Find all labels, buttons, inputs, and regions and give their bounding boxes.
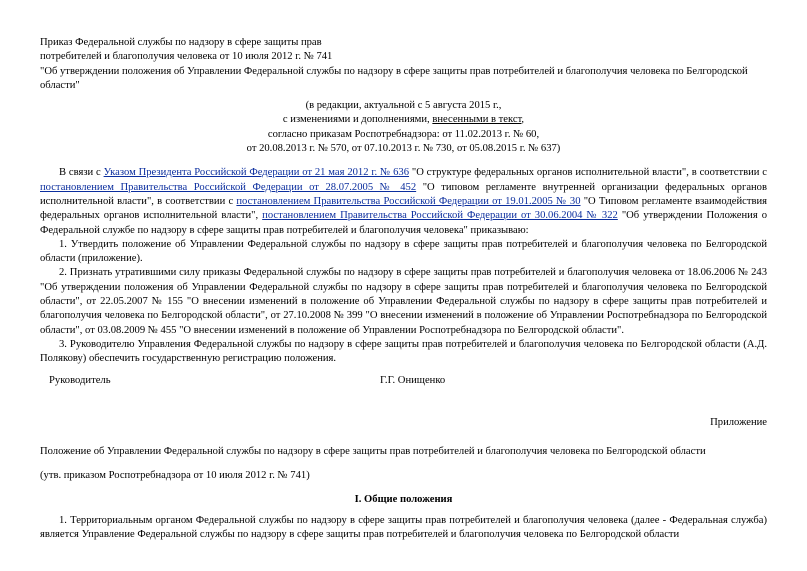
- order-title-line-1: Приказ Федеральной службы по надзору в сфере защиты прав: [40, 37, 322, 48]
- resolution-452-link[interactable]: постановлением Правительства Российской Федерации от 28.07.2005 № 452: [40, 181, 417, 193]
- order-item-3: 3. Руководителю Управления Федеральной службы по надзору в сфере защиты прав потребителей и благополучия человека по Белгородской области (А.Д. Полякову) обеспечить государственную регистрацию положения.: [40, 338, 767, 365]
- section-heading: I. Общие положения: [354, 494, 453, 506]
- signature-name: Г.Г. Онищенко: [380, 374, 446, 386]
- resolution-322-link[interactable]: постановлением Правительства Российской Федерации от 30.06.2004 № 322: [262, 210, 618, 222]
- revision-line-2: [40, 113, 767, 127]
- order-item-2: 2. Признать утратившими силу приказы Федеральной службы по надзору в сфере защиты прав потребителей и благополучия человека от 18.06.2006 № 243 "Об утверждении положения об Управлении Федеральной службы по надзору в сфере защиты прав потребителей и благополучия человека по Белгородской области", от 22.05.2007 № 155 "О внесении изменений в положение об Управлении Федеральной службы по надзору в сфере защиты прав потребителей и благополучия человека по Белгородской области", от 27.10.2008 № 399 "О внесении изменений в положение об Управлении Роспотребнадзора по Белгородской области", от 03.08.2009 № 455 "О внесении изменений в положение об Управлении Роспотребнадзора по Белгородской области".: [40, 267, 767, 336]
- revision-note: [40, 99, 767, 156]
- order-title-line-3: "Об утверждении положения об Управлении Федеральной службы по надзору в сфере защиты прав потребителей и благополучия человека по Белгородской области": [40, 65, 748, 91]
- approval-note: (утв. приказом Роспотребнадзора от 10 июля 2012 г. № 741): [40, 470, 310, 482]
- preamble-paragraph: [40, 166, 767, 237]
- signature-role: Руководитель: [49, 374, 111, 386]
- revision-amendments-link[interactable]: внесенными в текст: [432, 114, 522, 126]
- preamble-text-2: "О структуре федеральных органов исполнительной власти", в соответствии с: [409, 167, 767, 179]
- order-title-line-2: потребителей и благополучия человека от 10 июля 2012 г. № 741: [40, 51, 333, 63]
- resolution-30-link[interactable]: постановлением Правительства Российской Федерации от 19.01.2005 № 30: [236, 195, 581, 207]
- order-item-1: 1. Утвердить положение об Управлении Федеральной службы по надзору в сфере защиты прав потребителей и благополучия человека по Белгородской области (приложение).: [40, 238, 767, 265]
- preamble-text-5: "Об утверждении Положения о Федеральной службе по надзору в сфере защиты прав потребителей и благополучия человека" приказываю:: [40, 210, 767, 236]
- appendix-label: Приложение: [710, 416, 767, 428]
- preamble-text-3: "О типовом регламенте внутренней организации федеральных органов исполнительной власти", в соответствии с: [40, 181, 767, 207]
- preamble-text-4: "О Типовом регламенте взаимодействия федеральных органов исполнительной власти",: [40, 195, 768, 222]
- revision-line-4: от 20.08.2013 г. № 570, от 07.10.2013 г. № 730, от 05.08.2015 г. № 637): [246, 143, 561, 155]
- revision-line-3: согласно приказам Роспотребнадзора: от 11.02.2013 г. № 60,: [267, 128, 540, 140]
- appendix-title: Положение об Управлении Федеральной службы по надзору в сфере защиты прав потребителей и благополучия человека по Белгородской области: [40, 445, 706, 457]
- signature-block: [40, 374, 767, 390]
- decree-636-link[interactable]: Указом Президента Российской Федерации от 21 мая 2012 г. № 636: [103, 167, 410, 179]
- revision-line-2-suffix: ,: [521, 114, 525, 126]
- section-paragraph-1: 1. Территориальным органом Федеральной службы по надзору в сфере защиты прав потребителей и благополучия человека (далее - Федеральная служба) является Управление Федеральной службы по надзору в сфере защиты прав потребителей и благополучия человека по Белгородской области: [40, 514, 767, 541]
- revision-line-1: (в редакции, актуальной с 5 августа 2015 г.,: [305, 100, 502, 112]
- preamble-text-1: В связи с: [59, 167, 104, 179]
- revision-line-2-prefix: с изменениями и дополнениями,: [282, 114, 433, 126]
